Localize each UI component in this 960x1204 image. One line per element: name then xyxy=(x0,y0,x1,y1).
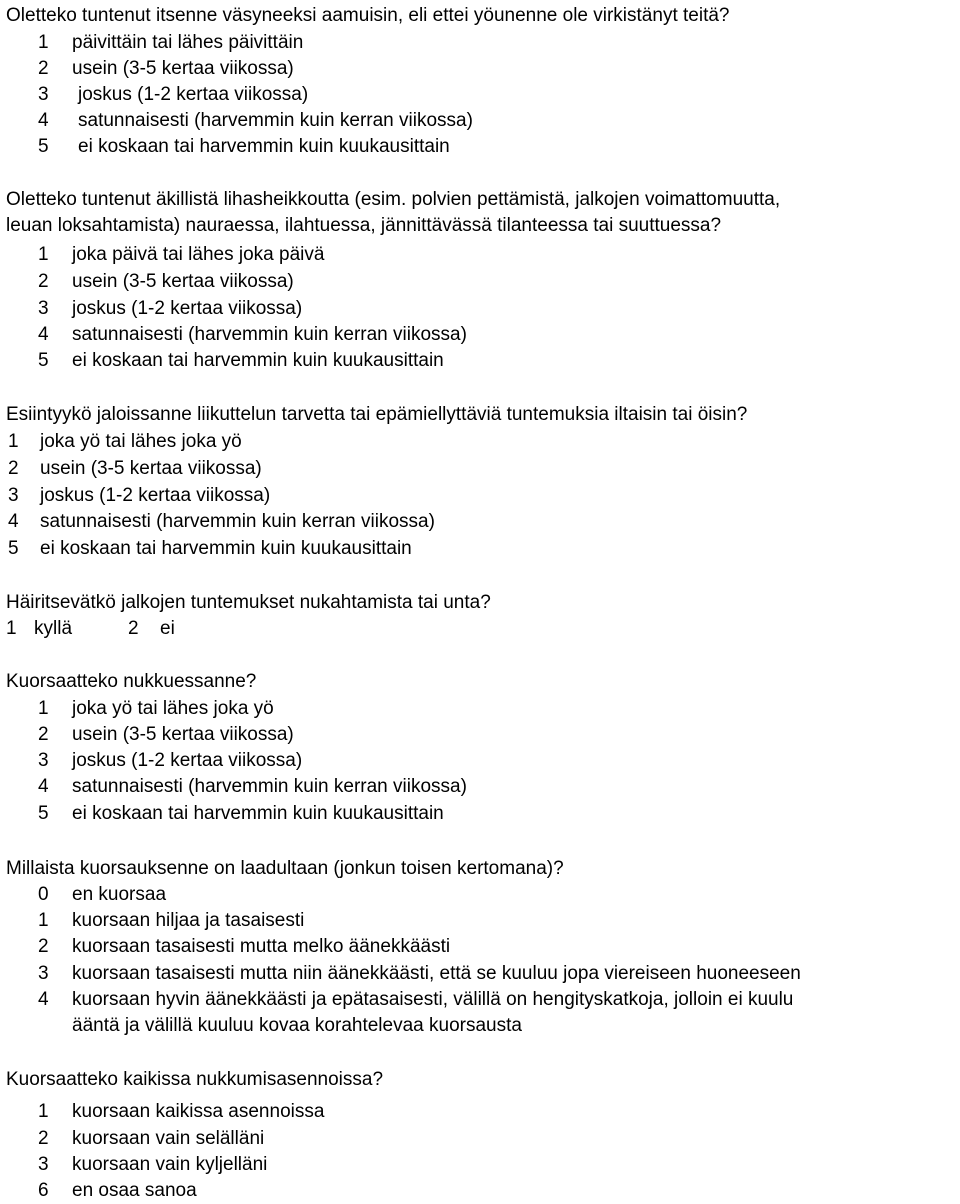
option-number: 0 xyxy=(38,884,49,905)
option-label: usein (3-5 kertaa viikossa) xyxy=(72,271,294,292)
option-number: 1 xyxy=(38,32,49,53)
option-number: 3 xyxy=(38,750,49,771)
option-label: ei koskaan tai harvemmin kuin kuukausittain xyxy=(72,803,444,824)
option-number: 1 xyxy=(38,698,49,719)
option-label: joskus (1-2 kertaa viikossa) xyxy=(40,485,271,506)
option-number: 4 xyxy=(38,324,49,345)
option-number: 1 xyxy=(38,910,49,931)
option-number: 5 xyxy=(8,538,19,559)
option-label: joskus (1-2 kertaa viikossa) xyxy=(72,298,303,319)
option-label: kuorsaan kaikissa asennoissa xyxy=(72,1101,325,1122)
option-number: 2 xyxy=(38,936,49,957)
option-number: 5 xyxy=(38,136,49,157)
option-label: satunnaisesti (harvemmin kuin kerran viikossa) xyxy=(72,324,467,345)
option-number: 1 xyxy=(6,618,17,639)
question-6-text: Millaista kuorsauksenne on laadultaan (jonkun toisen kertomana)? xyxy=(6,858,564,879)
option-number: 4 xyxy=(8,511,19,532)
option-number: 5 xyxy=(38,350,49,371)
option-number: 3 xyxy=(38,1154,49,1175)
option-number: 6 xyxy=(38,1180,49,1201)
option-number: 4 xyxy=(38,110,49,131)
question-1-text: Oletteko tuntenut itsenne väsyneeksi aamuisin, eli ettei yöunenne ole virkistänyt teitä? xyxy=(6,5,730,26)
option-number: 4 xyxy=(38,989,49,1010)
option-number: 3 xyxy=(38,298,49,319)
option-label-continuation: ääntä ja välillä kuuluu kovaa korahtelevaa kuorsausta xyxy=(72,1015,522,1036)
question-4-text: Häiritsevätkö jalkojen tuntemukset nukahtamista tai unta? xyxy=(6,592,491,613)
option-number: 3 xyxy=(38,963,49,984)
option-label: kuorsaan vain selälläni xyxy=(72,1128,265,1149)
option-label: ei koskaan tai harvemmin kuin kuukausittain xyxy=(78,136,450,157)
option-label: satunnaisesti (harvemmin kuin kerran viikossa) xyxy=(40,511,435,532)
option-label: en kuorsaa xyxy=(72,884,167,905)
option-number: 1 xyxy=(38,244,49,265)
option-number: 1 xyxy=(8,431,19,452)
option-number: 4 xyxy=(38,776,49,797)
option-label: usein (3-5 kertaa viikossa) xyxy=(72,58,294,79)
question-2-text-line2: leuan loksahtamista) nauraessa, ilahtuessa, jännittävässä tilanteessa tai suuttuessa? xyxy=(6,215,722,236)
option-label: kuorsaan vain kyljelläni xyxy=(72,1154,268,1175)
option-number: 3 xyxy=(38,84,49,105)
option-label: päivittäin tai lähes päivittäin xyxy=(72,32,304,53)
option-label: satunnaisesti (harvemmin kuin kerran viikossa) xyxy=(78,110,473,131)
option-label: usein (3-5 kertaa viikossa) xyxy=(72,724,294,745)
option-number: 2 xyxy=(38,1128,49,1149)
option-number: 1 xyxy=(38,1101,49,1122)
option-number: 2 xyxy=(38,724,49,745)
option-label: joka yö tai lähes joka yö xyxy=(40,431,242,452)
option-number: 2 xyxy=(128,618,139,639)
option-label: ei koskaan tai harvemmin kuin kuukausittain xyxy=(72,350,444,371)
question-3-text: Esiintyykö jaloissanne liikuttelun tarvetta tai epämiellyttäviä tuntemuksia iltaisin tai öisin? xyxy=(6,404,748,425)
option-label: kuorsaan tasaisesti mutta niin äänekkäästi, että se kuuluu jopa viereiseen huoneeseen xyxy=(72,963,801,984)
option-number: 2 xyxy=(38,58,49,79)
option-label: joka päivä tai lähes joka päivä xyxy=(72,244,325,265)
question-2-text-line1: Oletteko tuntenut äkillistä lihasheikkoutta (esim. polvien pettämistä, jalkojen voimattomuutta, xyxy=(6,189,781,210)
option-number: 2 xyxy=(8,458,19,479)
question-7-text: Kuorsaatteko kaikissa nukkumisasennoissa? xyxy=(6,1069,384,1090)
option-label: joskus (1-2 kertaa viikossa) xyxy=(72,750,303,771)
option-label: satunnaisesti (harvemmin kuin kerran viikossa) xyxy=(72,776,467,797)
option-label: kuorsaan tasaisesti mutta melko äänekkäästi xyxy=(72,936,451,957)
option-label: kuorsaan hyvin äänekkäästi ja epätasaisesti, välillä on hengityskatkoja, jolloin ei kuulu xyxy=(72,989,794,1010)
question-5-text: Kuorsaatteko nukkuessanne? xyxy=(6,671,257,692)
option-label: kuorsaan hiljaa ja tasaisesti xyxy=(72,910,305,931)
option-number: 3 xyxy=(8,485,19,506)
option-number: 2 xyxy=(38,271,49,292)
option-label: ei xyxy=(160,618,175,639)
option-label: joskus (1-2 kertaa viikossa) xyxy=(78,84,309,105)
option-number: 5 xyxy=(38,803,49,824)
option-label: joka yö tai lähes joka yö xyxy=(72,698,274,719)
option-label: en osaa sanoa xyxy=(72,1180,197,1201)
option-label: usein (3-5 kertaa viikossa) xyxy=(40,458,262,479)
option-label: ei koskaan tai harvemmin kuin kuukausittain xyxy=(40,538,412,559)
option-label: kyllä xyxy=(34,618,73,639)
